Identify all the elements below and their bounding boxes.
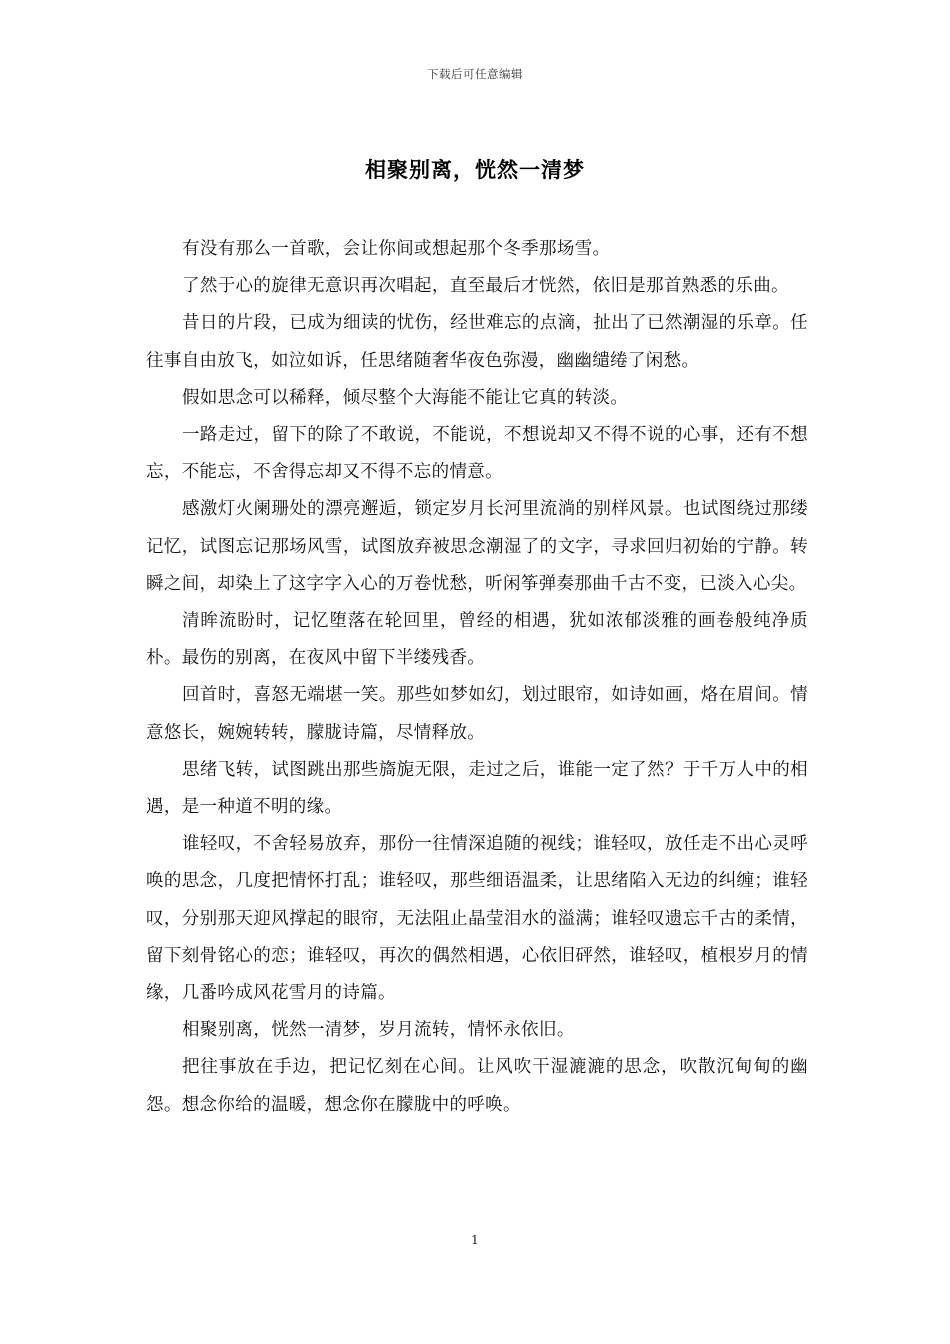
paragraph: 谁轻叹，不舍轻易放弃，那份一往情深追随的视线；谁轻叹，放任走不出心灵呼唤的思念，几度把情怀打乱；谁轻叹，那些细语温柔，让思绪陷入无边的纠缠；谁轻叹，分别那天迎风撑起的眼帘，无法阻止晶莹泪水的溢满；谁轻叹遗忘千古的柔情，留下刻骨铭心的恋；谁轻叹，再次的偶然相遇，心依旧砰然，谁轻叹，植根岁月的情缘，几番吟成风花雪月的诗篇。 — [146, 834, 808, 1004]
page-number: 1 — [471, 1233, 479, 1247]
header-note: 下载后可任意编辑 — [427, 67, 523, 81]
paragraph: 感激灯火阑珊处的漂亮邂逅，锁定岁月长河里流淌的别样风景。也试图绕过那缕记忆，试图忘记那场风雪，试图放弃被思念潮湿了的文字，寻求回归初始的宁静。转瞬之间，却染上了这字字入心的万卷忧愁，听闲筝弹奏那曲千古不变，已淡入心尖。 — [146, 499, 808, 594]
paragraph: 假如思念可以稀释，倾尽整个大海能不能让它真的转淡。 — [182, 387, 629, 408]
paragraph: 把往事放在手边，把记忆刻在心间。让风吹干湿漉漉的思念，吹散沉甸甸的幽怨。想念你给的温暖，想念你在朦胧中的呼唤。 — [146, 1057, 808, 1115]
paragraph: 清眸流盼时，记忆堕落在轮回里，曾经的相遇，犹如浓郁淡雅的画卷般纯净质朴。最伤的别离，在夜风中留下半缕残香。 — [146, 611, 808, 669]
paragraph: 回首时，喜怒无端堪一笑。那些如梦如幻，划过眼帘，如诗如画，烙在眉间。情意悠长，婉婉转转，朦胧诗篇，尽情释放。 — [146, 685, 808, 743]
paragraph: 有没有那么一首歌，会让你间或想起那个冬季那场雪。 — [182, 239, 611, 259]
paragraph: 思绪飞转，试图跳出那些旖旎无限，走过之后，谁能一定了然？于千万人中的相遇，是一种道不明的缘。 — [146, 759, 808, 818]
paragraph: 了然于心的旋律无意识再次唱起，直至最后才恍然，依旧是那首熟悉的乐曲。 — [182, 276, 789, 297]
document-body — [146, 231, 808, 1124]
paragraph: 一路走过，留下的除了不敢说，不能说，不想说却又不得不说的心事，还有不想忘，不能忘，不舍得忘却又不得不忘的情意。 — [146, 425, 808, 483]
document-title: 相聚别离，恍然一清梦 — [365, 157, 585, 182]
paragraph: 相聚别离，恍然一清梦，岁月流转，情怀永依旧。 — [182, 1020, 575, 1041]
paragraph: 昔日的片段，已成为细读的忧伤，经世难忘的点滴，扯出了已然潮湿的乐章。任往事自由放飞，如泣如诉，任思绪随奢华夜色弥漫，幽幽缱绻了闲愁。 — [146, 313, 808, 371]
